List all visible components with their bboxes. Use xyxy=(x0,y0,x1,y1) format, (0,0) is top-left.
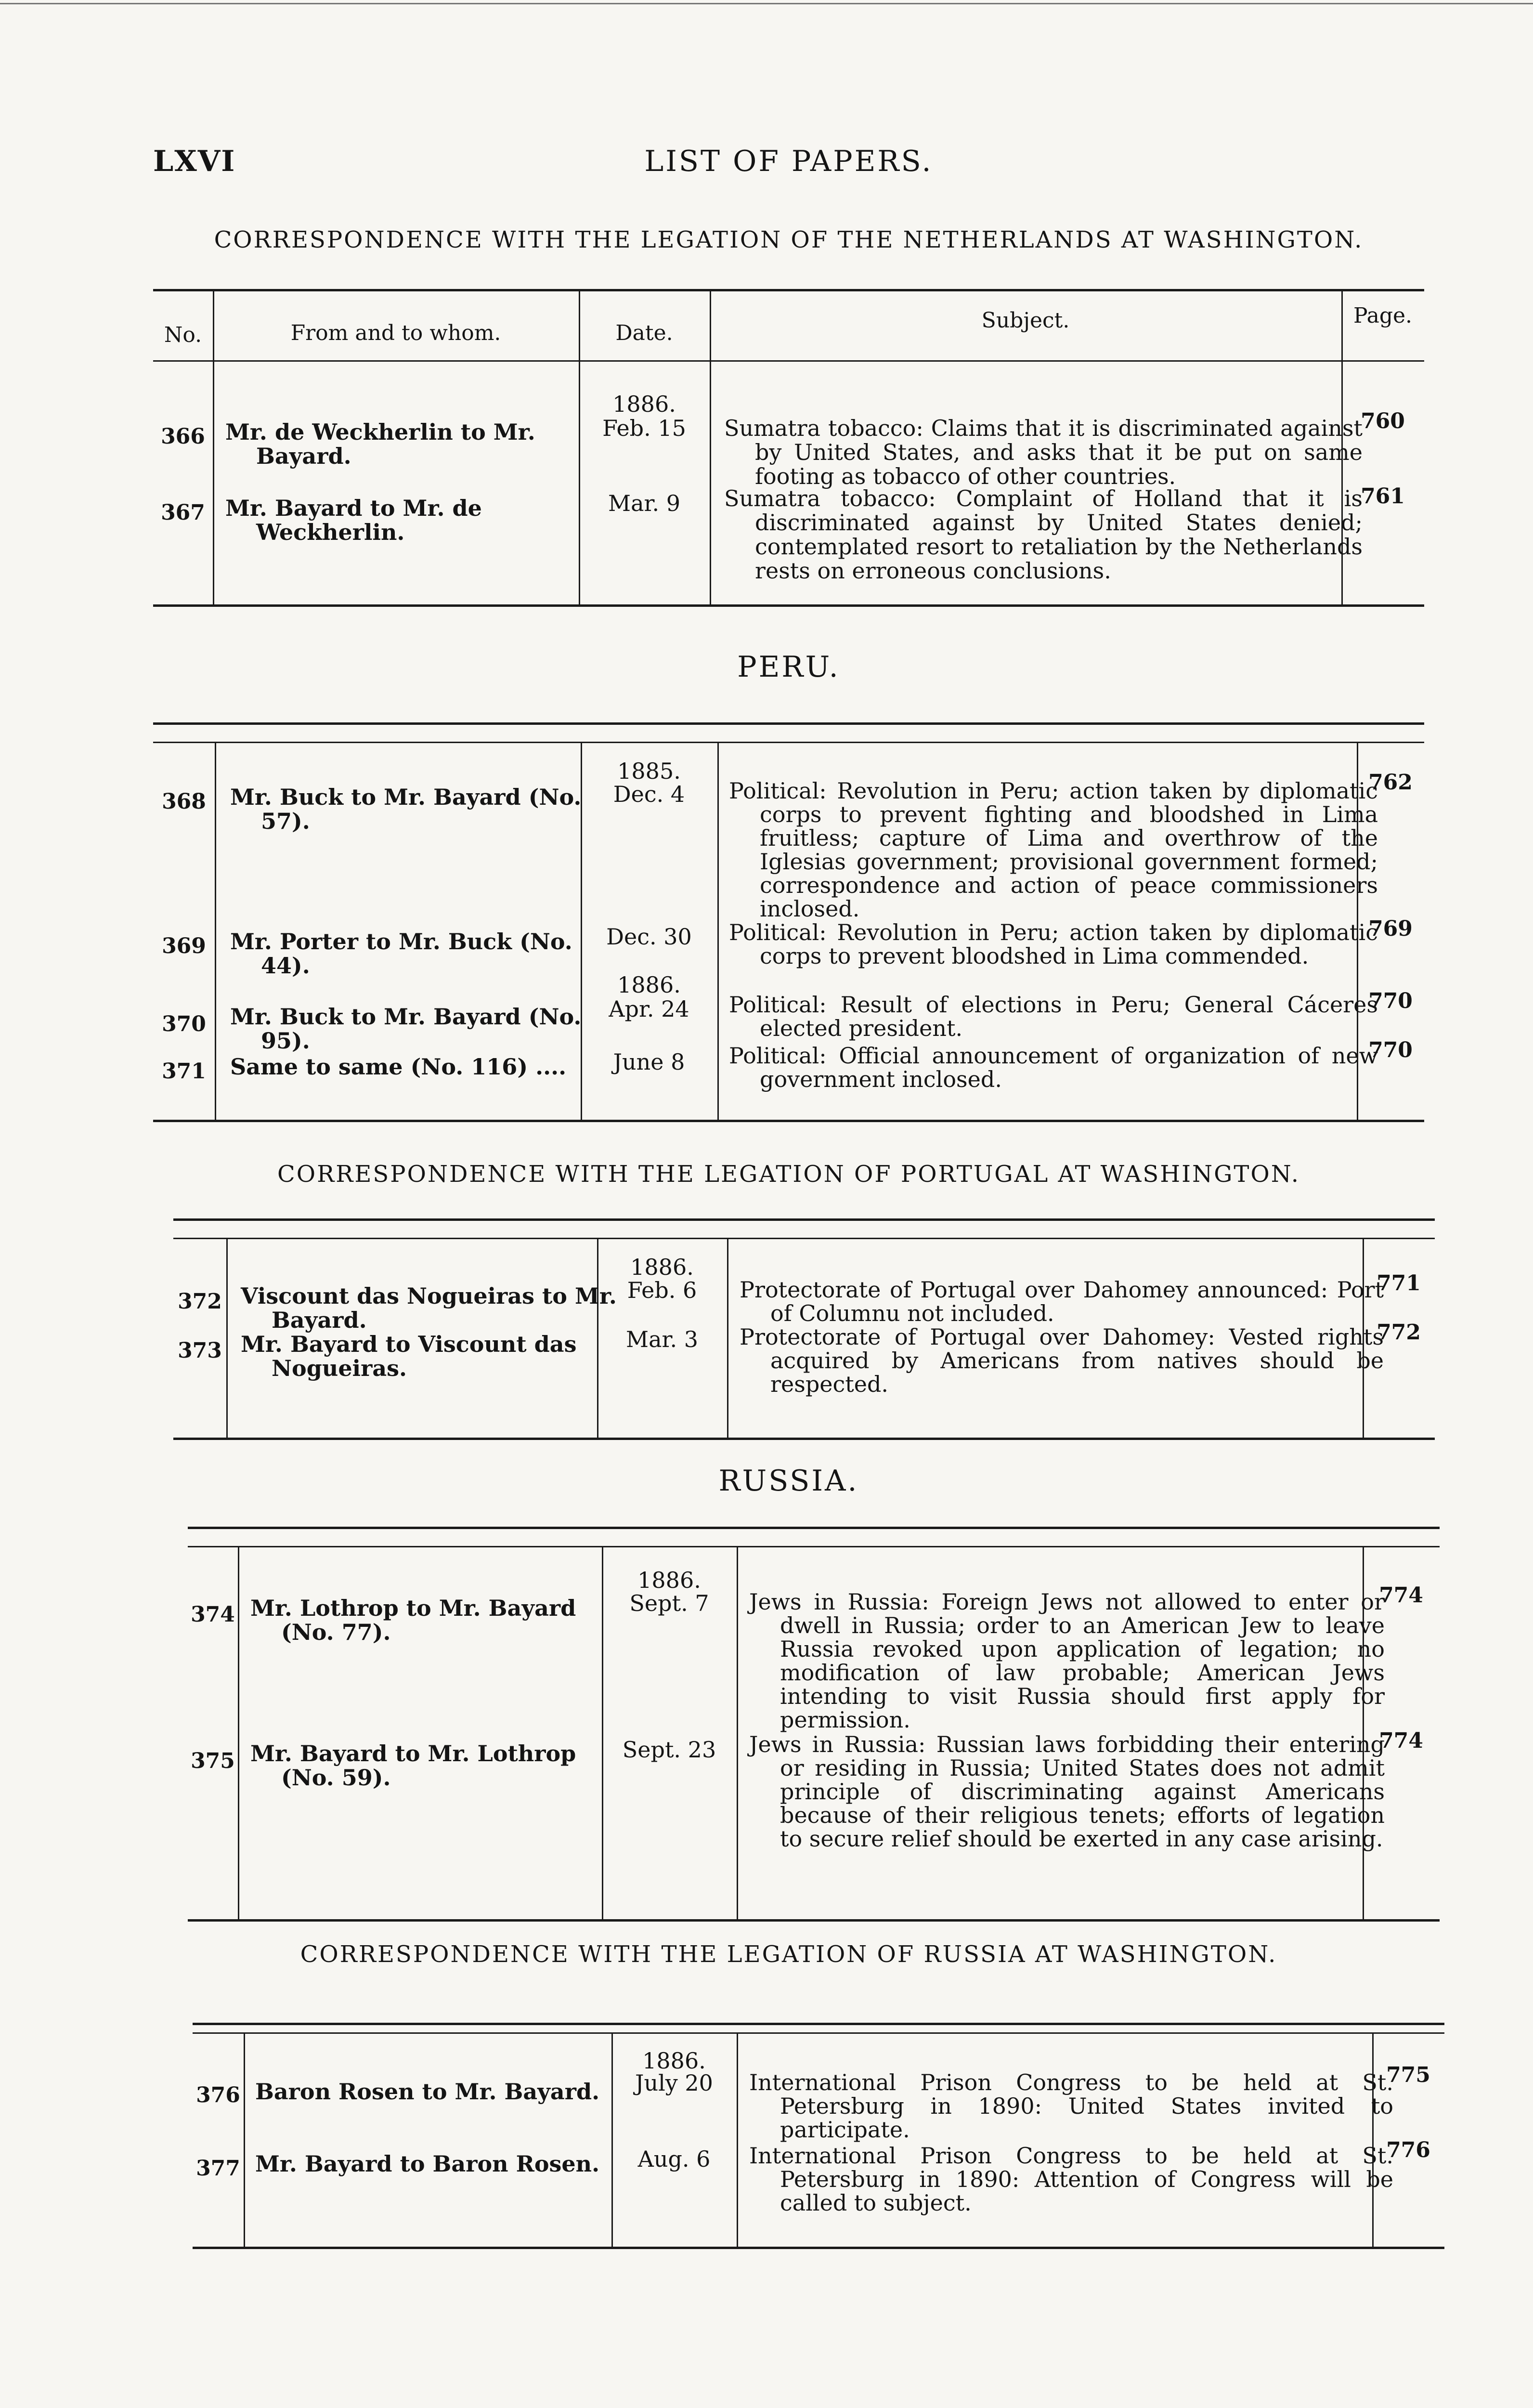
table-rule xyxy=(153,742,1424,743)
date: July 20 xyxy=(635,2070,713,2096)
page-header xyxy=(153,144,1424,188)
table-rule xyxy=(193,2032,1444,2034)
running-title: LIST OF PAPERS. xyxy=(644,144,933,178)
date-year: 1886. xyxy=(642,2048,706,2074)
table-rule xyxy=(173,1238,1435,1239)
page-reference: 774 xyxy=(1379,1583,1423,1608)
date: Sept. 7 xyxy=(629,1590,709,1616)
table-rule xyxy=(173,1218,1435,1221)
column-header-date: Date. xyxy=(615,321,673,345)
table-rule xyxy=(153,604,1424,607)
column-divider xyxy=(238,1546,239,1922)
correspondent: Mr. Bayard to Mr. de Weckherlin. xyxy=(225,495,482,545)
column-divider xyxy=(226,1238,228,1440)
page-reference: 772 xyxy=(1377,1320,1421,1345)
subject: International Prison Congress to be held at St. Petersburg in 1890: Attention of Congress will be called to subject. xyxy=(749,2143,1393,2216)
page-reference: 761 xyxy=(1361,484,1405,509)
column-divider xyxy=(710,289,711,607)
subject: Political: Revolution in Peru; action taken by diplomatic corps to prevent bloodshed in Lima commended. xyxy=(729,919,1378,969)
correspondent: Mr. Lothrop to Mr. Bayard (No. 77). xyxy=(250,1595,576,1645)
date: Sept. 23 xyxy=(622,1737,716,1763)
paper-number: 372 xyxy=(178,1289,222,1314)
table-rule xyxy=(173,1438,1435,1440)
table-netherlands xyxy=(153,289,1424,607)
date-year: 1886. xyxy=(637,1567,701,1593)
table-russia-legation xyxy=(193,2023,1444,2249)
section-heading-netherlands: CORRESPONDENCE WITH THE LEGATION OF THE NETHERLANDS AT WASHINGTON. xyxy=(214,226,1364,253)
column-divider xyxy=(244,2032,245,2249)
date-year: 1886. xyxy=(630,1254,694,1280)
page-reference: 770 xyxy=(1368,1038,1413,1062)
table-rule xyxy=(193,2023,1444,2025)
date: Feb. 15 xyxy=(602,415,686,441)
table-peru xyxy=(153,722,1424,1122)
date-year: 1886. xyxy=(617,972,681,998)
subject: Protectorate of Portugal over Dahomey: Vested rights acquired by Americans from natives should be respected. xyxy=(740,1324,1384,1397)
column-divider xyxy=(215,742,216,1122)
date: Dec. 4 xyxy=(613,781,685,807)
page-reference: 770 xyxy=(1368,989,1413,1013)
column-divider xyxy=(717,742,719,1122)
correspondent: Mr. Porter to Mr. Buck (No. 44). xyxy=(230,929,572,979)
subject: Protectorate of Portugal over Dahomey announced: Port of Columnu not included. xyxy=(740,1277,1384,1326)
page-reference: 774 xyxy=(1379,1728,1423,1753)
paper-number: 371 xyxy=(162,1059,206,1084)
column-header-from: From and to whom. xyxy=(290,321,501,345)
paper-number: 377 xyxy=(196,2156,240,2181)
column-divider xyxy=(737,1546,738,1922)
date: Feb. 6 xyxy=(627,1277,697,1303)
paper-number: 370 xyxy=(162,1012,206,1036)
date: Apr. 24 xyxy=(609,996,689,1022)
correspondent: Mr. de Weckherlin to Mr. Bayard. xyxy=(225,419,535,469)
paper-number: 368 xyxy=(162,789,206,814)
page-number: LXVI xyxy=(153,144,236,178)
subject: Jews in Russia: Foreign Jews not allowed to enter or dwell in Russia; order to an American Jew to leave Russia revoked upon application of legation; no modification of law probable; American Jews intending to visit Russia should first apply for permission. xyxy=(749,1589,1385,1733)
subject: International Prison Congress to be held at St. Petersburg in 1890: United States invited to participate. xyxy=(749,2069,1393,2143)
page-reference: 776 xyxy=(1386,2138,1430,2162)
date: Mar. 3 xyxy=(626,1326,698,1352)
page-reference: 771 xyxy=(1377,1271,1421,1296)
correspondent: Viscount das Nogueiras to Mr. Bayard. xyxy=(241,1283,617,1333)
correspondent: Mr. Buck to Mr. Bayard (No. 57). xyxy=(230,784,582,834)
table-rule xyxy=(188,1919,1440,1922)
page-reference: 769 xyxy=(1368,916,1413,941)
section-heading-peru: PERU. xyxy=(737,650,840,684)
table-rule xyxy=(153,1120,1424,1122)
table-rule xyxy=(188,1527,1440,1529)
table-russia xyxy=(188,1527,1440,1922)
subject: Political: Result of elections in Peru; General Cáceres elected president. xyxy=(729,992,1378,1041)
paper-number: 374 xyxy=(191,1602,235,1627)
column-divider xyxy=(737,2032,738,2249)
date-year: 1886. xyxy=(612,391,676,417)
section-heading-russia-legation: CORRESPONDENCE WITH THE LEGATION OF RUSSIA AT WASHINGTON. xyxy=(300,1941,1277,1968)
top-border-rule xyxy=(0,3,1533,4)
paper-number: 375 xyxy=(191,1749,235,1773)
correspondent: Baron Rosen to Mr. Bayard. xyxy=(255,2079,600,2105)
column-header-no: No. xyxy=(164,323,202,347)
table-rule xyxy=(193,2247,1444,2249)
date: Mar. 9 xyxy=(608,490,680,516)
page-reference: 762 xyxy=(1368,770,1413,795)
section-heading-portugal: CORRESPONDENCE WITH THE LEGATION OF PORTUGAL AT WASHINGTON. xyxy=(277,1161,1300,1188)
paper-number: 369 xyxy=(162,934,206,958)
table-rule xyxy=(153,289,1424,291)
table-rule xyxy=(153,360,1424,362)
date: Dec. 30 xyxy=(606,924,692,950)
section-heading-russia: RUSSIA. xyxy=(718,1464,859,1498)
date-year: 1885. xyxy=(617,758,681,784)
subject: Sumatra tobacco: Claims that it is discriminated against by United States, and asks that it be put on same footing as tobacco of other countries. xyxy=(724,415,1363,489)
date: Aug. 6 xyxy=(637,2146,711,2172)
correspondent: Mr. Bayard to Viscount das Nogueiras. xyxy=(241,1331,577,1381)
paper-number: 373 xyxy=(178,1338,222,1363)
correspondent: Same to same (No. 116) .... xyxy=(230,1054,567,1080)
column-header-page: Page. xyxy=(1353,303,1413,328)
subject: Sumatra tobacco: Complaint of Holland that it is discriminated against by United States denied; contemplated resort to retaliation by the Netherlands rests on erroneous conclusions. xyxy=(724,485,1363,584)
date: June 8 xyxy=(613,1049,685,1075)
correspondent: Mr. Bayard to Baron Rosen. xyxy=(255,2151,600,2177)
page-reference: 775 xyxy=(1386,2063,1430,2087)
page-reference: 760 xyxy=(1361,409,1405,433)
paper-number: 367 xyxy=(161,500,205,525)
paper-number: 366 xyxy=(161,424,205,449)
table-rule xyxy=(188,1546,1440,1547)
subject: Political: Official announcement of organization of new government inclosed. xyxy=(729,1043,1378,1092)
paper-number: 376 xyxy=(196,2083,240,2107)
table-portugal xyxy=(173,1218,1435,1440)
table-rule xyxy=(153,722,1424,725)
column-divider xyxy=(727,1238,728,1440)
correspondent: Mr. Buck to Mr. Bayard (No. 95). xyxy=(230,1004,582,1054)
subject: Jews in Russia: Russian laws forbidding their entering or residing in Russia; United States does not admit principle of discriminating against Americans because of their religious tenets; efforts of legation to secure relief should be exerted in any case arising. xyxy=(749,1731,1385,1852)
correspondent: Mr. Bayard to Mr. Lothrop (No. 59). xyxy=(250,1741,576,1791)
subject: Political: Revolution in Peru; action taken by diplomatic corps to prevent fighting and bloodshed in Lima fruitless; capture of Lima and overthrow of the Iglesias government; provisional government formed; correspondence and action of peace commissioners inclosed. xyxy=(729,778,1378,922)
column-header-subject: Subject. xyxy=(981,308,1070,333)
